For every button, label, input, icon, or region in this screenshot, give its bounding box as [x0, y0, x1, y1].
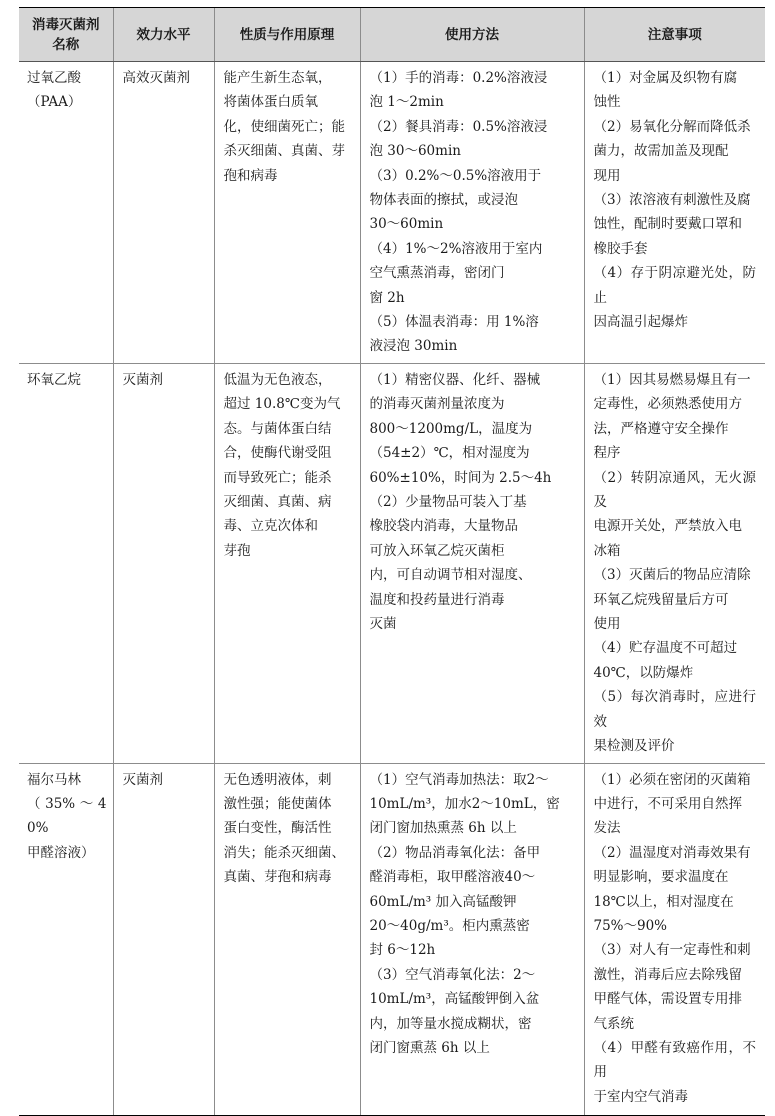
- header-principle: 性质与作用原理: [214, 8, 360, 62]
- header-row: [19, 8, 765, 62]
- table-row-paa: [19, 62, 765, 364]
- cell-notes: （1）因其易燃易爆且有一 定毒性，必须熟悉使用方 法，严格遵守安全操作 程序 （2）转阴凉通风，无火源及 电源开关处，严禁放入电 冰箱 （3）灭菌后的物品应清除 环氧乙烷残留量后方可 使用 （4）贮存温度不可超过 40℃，以防爆炸 （5）每次消毒时，应进行效 果检测及评价: [584, 364, 765, 764]
- cell-principle: 无色透明液体，刺 激性强；能使菌体 蛋白变性，酶活性 消失；能杀灭细菌、 真菌、芽孢和病毒: [214, 763, 360, 1115]
- disinfectant-table: [19, 7, 765, 1116]
- cell-principle: 低温为无色液态， 超过 10.8℃变为气 态。与菌体蛋白结 合，使酶代谢受阻 而导致死亡；能杀 灭细菌、真菌、病 毒、立克次体和 芽孢: [214, 364, 360, 764]
- header-name: 消毒灭菌剂 名称: [19, 8, 113, 62]
- table-body: [19, 62, 765, 1116]
- cell-usage: （1）空气消毒加热法：取2～ 10mL/m³，加水2～10mL，密 闭门窗加热熏蒸 6h 以上 （2）物品消毒氧化法：备甲 醛消毒柜，取甲醛溶液40～ 60mL/m³ 加入高锰酸钾 20～40g/m³。柜内熏蒸密 封 6～12h （3）空气消毒氧化法：2～ 10mL/m³，高锰酸钾倒入盆 内，加等量水搅成糊状，密 闭门窗熏蒸 6h 以上: [360, 763, 584, 1115]
- cell-notes: （1）对金属及织物有腐 蚀性 （2）易氧化分解而降低杀 菌力，故需加盖及现配 现用 （3）浓溶液有刺激性及腐 蚀性，配制时要戴口罩和 橡胶手套 （4）存于阴凉避光处，防止 因高温引起爆炸: [584, 62, 765, 364]
- table-row-formalin: [19, 763, 765, 1115]
- table-header: [19, 8, 765, 62]
- cell-level: 灭菌剂: [113, 364, 214, 764]
- cell-name: 环氧乙烷: [19, 364, 113, 764]
- table-row-ethylene-oxide: [19, 364, 765, 764]
- cell-principle: 能产生新生态氧， 将菌体蛋白质氧 化，使细菌死亡；能 杀灭细菌、真菌、芽 孢和病毒: [214, 62, 360, 364]
- cell-name: 福尔马林 （35%～40% 甲醛溶液）: [19, 763, 113, 1115]
- cell-level: 高效灭菌剂: [113, 62, 214, 364]
- header-notes: 注意事项: [584, 8, 765, 62]
- cell-usage: （1）精密仪器、化纤、器械 的消毒灭菌剂量浓度为 800～1200mg/L，温度为 （54±2）℃，相对湿度为 60%±10%，时间为 2.5～4h （2）少量物品可装入丁基 橡胶袋内消毒，大量物品 可放入环氧乙烷灭菌柜 内，可自动调节相对湿度、 温度和投药量进行消毒 灭菌: [360, 364, 584, 764]
- cell-usage: （1）手的消毒：0.2%溶液浸 泡 1～2min （2）餐具消毒：0.5%溶液浸 泡 30～60min （3）0.2%～0.5%溶液用于 物体表面的擦拭，或浸泡 30～60min （4）1%～2%溶液用于室内 空气熏蒸消毒，密闭门 窗 2h （5）体温表消毒：用 1%溶 液浸泡 30min: [360, 62, 584, 364]
- cell-notes: （1）必须在密闭的灭菌箱 中进行，不可采用自然挥 发法 （2）温湿度对消毒效果有 明显影响，要求温度在 18℃以上，相对湿度在 75%～90% （3）对人有一定毒性和刺 激性，消毒后应去除残留 甲醛气体，需设置专用排 气系统 （4）甲醛有致癌作用，不用 于室内空气消毒: [584, 763, 765, 1115]
- cell-name: 过氧乙酸 （PAA）: [19, 62, 113, 364]
- header-level: 效力水平: [113, 8, 214, 62]
- header-usage: 使用方法: [360, 8, 584, 62]
- cell-level: 灭菌剂: [113, 763, 214, 1115]
